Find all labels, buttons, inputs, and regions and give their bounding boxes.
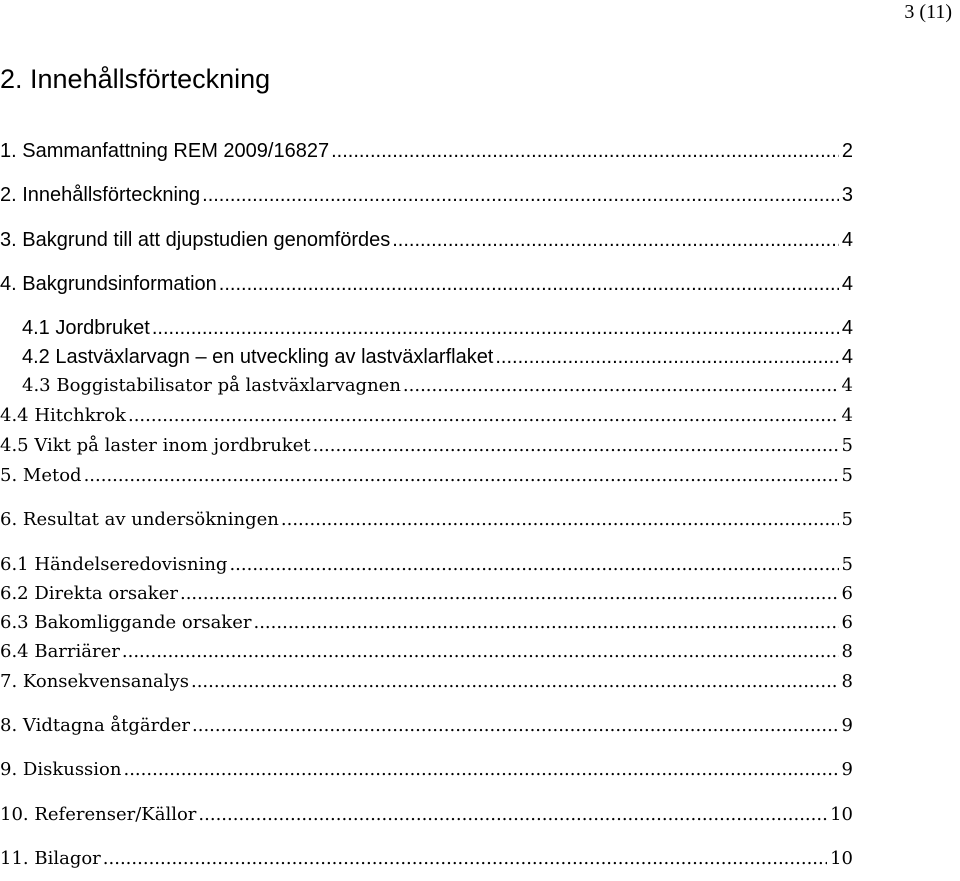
toc-entry-page: 4	[841, 375, 853, 396]
toc-leader-dots	[219, 271, 839, 297]
toc-entry[interactable]	[0, 374, 853, 398]
toc-entry-label: 3. Bakgrund till att djupstudien genomfördes	[0, 229, 391, 251]
toc-entry-label: 8. Vidtagna åtgärder	[0, 715, 190, 736]
toc-entry-label: 4.5 Vikt på laster inom jordbruket	[0, 435, 311, 456]
toc-entry-label: 9. Diskussion	[0, 759, 122, 780]
toc-entry-page: 4	[841, 229, 853, 251]
toc-entry[interactable]	[0, 138, 853, 164]
toc-leader-dots	[180, 582, 839, 606]
toc-leader-dots	[103, 847, 827, 871]
toc-leader-dots	[392, 227, 839, 253]
toc-entry-page: 4	[841, 346, 853, 368]
toc-entry[interactable]	[0, 271, 853, 297]
toc-entry-label: 6.4 Barriärer	[0, 641, 120, 662]
toc-entry[interactable]	[0, 434, 853, 458]
toc-entry-label: 6.1 Händelseredovisning	[0, 554, 228, 575]
toc-entry[interactable]	[0, 344, 853, 370]
toc-entry[interactable]	[0, 227, 853, 253]
toc-leader-dots	[122, 640, 839, 664]
toc-entry-page: 9	[841, 759, 853, 780]
toc-entry[interactable]	[0, 182, 853, 208]
toc-entry-label: 6.2 Direkta orsaker	[0, 583, 178, 604]
toc-entry-label: 7. Konsekvensanalys	[0, 671, 189, 692]
toc-leader-dots	[281, 508, 839, 532]
toc-leader-dots	[495, 344, 839, 370]
toc-entry[interactable]	[0, 582, 853, 606]
toc-entry-label: 4.1 Jordbruket	[22, 317, 150, 339]
toc-entry-page: 6	[841, 583, 853, 604]
toc-entry-page: 5	[841, 435, 853, 456]
toc-leader-dots	[128, 404, 839, 428]
toc-leader-dots	[403, 374, 839, 398]
toc-entry[interactable]	[0, 803, 853, 827]
toc-entry-page: 2	[841, 140, 853, 162]
toc-entry[interactable]	[0, 847, 853, 871]
toc-leader-dots	[202, 182, 839, 208]
toc-entry-page: 8	[841, 641, 853, 662]
toc-entry[interactable]	[0, 670, 853, 694]
toc-entry-label: 6. Resultat av undersökningen	[0, 509, 279, 530]
toc-leader-dots	[331, 138, 839, 164]
toc-entry-label: 11. Bilagor	[0, 848, 101, 869]
toc-entry-page: 4	[841, 405, 853, 426]
toc-leader-dots	[253, 611, 838, 635]
toc-entry[interactable]	[0, 508, 853, 532]
toc-entry-page: 4	[841, 273, 853, 295]
toc-entry-page: 5	[841, 509, 853, 530]
toc-entry-page: 9	[841, 715, 853, 736]
toc-entry-page: 10	[830, 804, 853, 825]
toc-entry[interactable]	[0, 714, 853, 738]
toc-entry-page: 6	[841, 612, 853, 633]
toc-entry[interactable]	[0, 611, 853, 635]
toc-leader-dots	[152, 315, 839, 341]
toc-entry-page: 5	[841, 465, 853, 486]
toc-entry-label: 4.3 Boggistabilisator på lastväxlarvagnen	[22, 375, 401, 396]
toc-entry-label: 5. Metod	[0, 465, 82, 486]
toc-entry-label: 1. Sammanfattning REM 2009/16827	[0, 140, 330, 162]
toc-entry-page: 10	[830, 848, 853, 869]
toc-entry-label: 6.3 Bakomliggande orsaker	[0, 612, 252, 633]
toc-entry-page: 3	[841, 184, 853, 206]
toc-entry[interactable]	[0, 553, 853, 577]
toc-leader-dots	[198, 803, 827, 827]
toc-entry[interactable]	[0, 315, 853, 341]
toc-leader-dots	[123, 758, 838, 782]
toc-entry-page: 5	[841, 554, 853, 575]
toc-entry[interactable]	[0, 640, 853, 664]
toc-leader-dots	[229, 553, 838, 577]
toc-entry[interactable]	[0, 404, 853, 428]
toc-leader-dots	[191, 670, 839, 694]
page-title: 2. Innehållsförteckning	[0, 64, 271, 94]
toc-leader-dots	[313, 434, 839, 458]
toc-entry-label: 2. Innehållsförteckning	[0, 184, 201, 206]
toc-entry-page: 8	[841, 671, 853, 692]
toc-entry-label: 4. Bakgrundsinformation	[0, 273, 217, 295]
toc-entry-label: 10. Referenser/Källor	[0, 804, 197, 825]
toc-leader-dots	[84, 464, 839, 488]
toc-leader-dots	[192, 714, 839, 738]
toc-entry[interactable]	[0, 758, 853, 782]
page-number: 3 (11)	[904, 1, 952, 23]
toc-entry-label: 4.2 Lastväxlarvagn – en utveckling av lastväxlarflaket	[22, 346, 494, 368]
toc-entry[interactable]	[0, 464, 853, 488]
toc-entry-page: 4	[841, 317, 853, 339]
toc-entry-label: 4.4 Hitchkrok	[0, 405, 126, 426]
